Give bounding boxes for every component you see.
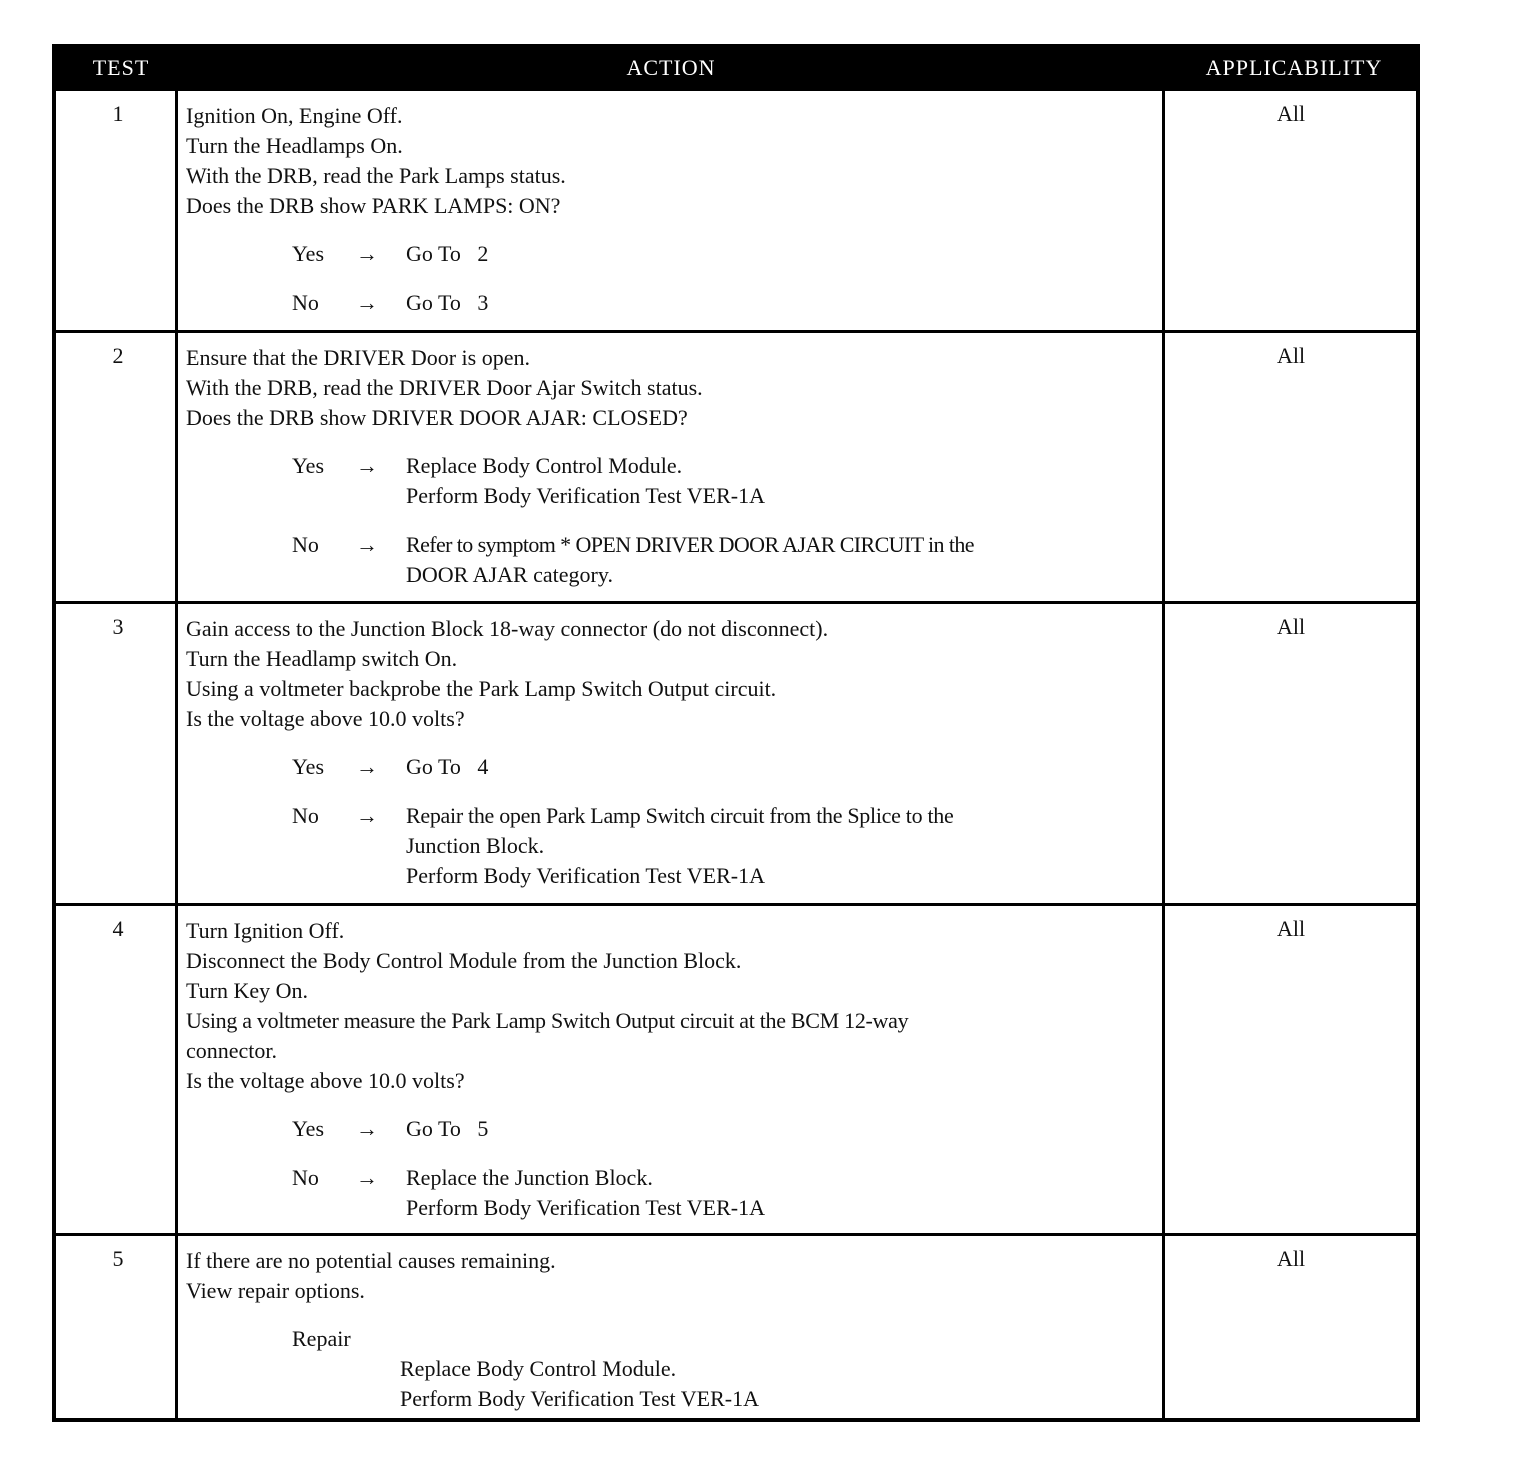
answer-key: No [292, 803, 319, 828]
repair-line: Replace Body Control Module. [400, 1356, 677, 1381]
action-cell [186, 101, 1161, 337]
answer-yes [186, 1114, 1161, 1144]
table-row [56, 601, 1416, 905]
action-step: Gain access to the Junction Block 18-way connector (do not disconnect). [186, 616, 829, 641]
action-step: Does the DRB show DRIVER DOOR AJAR: CLOSED? [186, 405, 688, 430]
answer-key: Yes [292, 241, 325, 266]
applicability-cell: All [1276, 614, 1306, 639]
answer-list [186, 1114, 1161, 1223]
answer-key: Yes [292, 754, 325, 779]
answer-result [406, 1163, 1161, 1223]
result-line: DOOR AJAR category. [406, 562, 613, 587]
header-action: ACTION [626, 55, 716, 80]
answer-yes [186, 239, 1161, 269]
answer-list [186, 239, 1161, 318]
table-row [56, 903, 1416, 1235]
arrow-right-icon: → [356, 1116, 378, 1141]
action-step: Turn the Headlamps On. [186, 133, 403, 158]
answer-yes [186, 451, 1161, 511]
action-cell [186, 614, 1161, 910]
test-number: 3 [112, 614, 124, 639]
result-line: Perform Body Verification Test VER-1A [406, 863, 765, 888]
repair-label: Repair [292, 1326, 351, 1351]
answer-key: Yes [292, 453, 325, 478]
repair-line: Perform Body Verification Test VER-1A [400, 1386, 759, 1411]
header-applicability: APPLICABILITY [1205, 55, 1383, 80]
header-test: TEST [92, 55, 150, 80]
answer-yes [186, 752, 1161, 782]
test-number: 4 [112, 916, 124, 941]
answer-no [186, 1163, 1161, 1223]
answer-result [406, 530, 1161, 590]
action-step: Is the voltage above 10.0 volts? [186, 1068, 465, 1093]
answer-result [406, 288, 1161, 318]
answer-key: No [292, 1165, 319, 1190]
action-step: With the DRB, read the DRIVER Door Ajar Switch status. [186, 375, 703, 400]
applicability-cell: All [1276, 916, 1306, 941]
answer-key: No [292, 532, 319, 557]
action-step: Turn Key On. [186, 978, 309, 1003]
action-step: Using a voltmeter backprobe the Park Lamp Switch Output circuit. [186, 676, 777, 701]
test-number: 1 [112, 101, 124, 126]
answer-no [186, 288, 1161, 318]
applicability-cell: All [1276, 1246, 1306, 1271]
applicability-cell: All [1276, 101, 1306, 126]
answer-key: No [292, 290, 319, 315]
result-line: Go To 2 [406, 241, 489, 266]
action-step: Ensure that the DRIVER Door is open. [186, 345, 530, 370]
action-step: Turn the Headlamp switch On. [186, 646, 458, 671]
table-row [56, 88, 1416, 332]
arrow-right-icon: → [356, 290, 378, 315]
test-number: 2 [112, 343, 124, 368]
result-line: Refer to symptom * OPEN DRIVER DOOR AJAR CIRCUIT in the [406, 532, 974, 557]
table-header [56, 48, 1416, 88]
arrow-right-icon: → [356, 241, 378, 266]
answer-result [406, 239, 1161, 269]
answer-list [186, 752, 1161, 891]
action-cell [186, 1246, 1161, 1414]
result-line: Go To 5 [406, 1116, 489, 1141]
arrow-right-icon: → [356, 453, 378, 478]
result-line: Go To 4 [406, 754, 489, 779]
action-step: Using a voltmeter measure the Park Lamp Switch Output circuit at the BCM 12-way [186, 1008, 909, 1033]
result-line: Go To 3 [406, 290, 489, 315]
result-line: Perform Body Verification Test VER-1A [406, 483, 765, 508]
arrow-right-icon: → [356, 754, 378, 779]
result-line: Junction Block. [406, 833, 545, 858]
action-step: connector. [186, 1038, 278, 1063]
action-step: If there are no potential causes remaining. [186, 1248, 556, 1273]
action-step: With the DRB, read the Park Lamps status. [186, 163, 566, 188]
action-cell [186, 916, 1161, 1242]
answer-no [186, 530, 1161, 590]
action-step: View repair options. [186, 1278, 365, 1303]
action-step: Turn Ignition Off. [186, 918, 345, 943]
action-step: Is the voltage above 10.0 volts? [186, 706, 465, 731]
action-cell [186, 343, 1161, 609]
diagnostic-test-table [52, 44, 1420, 1422]
answer-result [406, 1114, 1161, 1144]
result-line: Replace the Junction Block. [406, 1165, 653, 1190]
test-number: 5 [112, 1246, 124, 1271]
repair-options [186, 1354, 1161, 1414]
table-row [56, 1233, 1416, 1422]
action-step: Does the DRB show PARK LAMPS: ON? [186, 193, 561, 218]
answer-list [186, 451, 1161, 590]
result-line: Repair the open Park Lamp Switch circuit from the Splice to the [406, 803, 954, 828]
action-step: Disconnect the Body Control Module from the Junction Block. [186, 948, 742, 973]
action-step: Ignition On, Engine Off. [186, 103, 403, 128]
table-row [56, 330, 1416, 604]
answer-result [406, 801, 1161, 891]
arrow-right-icon: → [356, 1165, 378, 1190]
arrow-right-icon: → [356, 532, 378, 557]
answer-result [406, 752, 1161, 782]
answer-key: Yes [292, 1116, 325, 1141]
applicability-cell: All [1276, 343, 1306, 368]
answer-no [186, 801, 1161, 891]
result-line: Perform Body Verification Test VER-1A [406, 1195, 765, 1220]
arrow-right-icon: → [356, 803, 378, 828]
answer-result [406, 451, 1161, 511]
result-line: Replace Body Control Module. [406, 453, 683, 478]
